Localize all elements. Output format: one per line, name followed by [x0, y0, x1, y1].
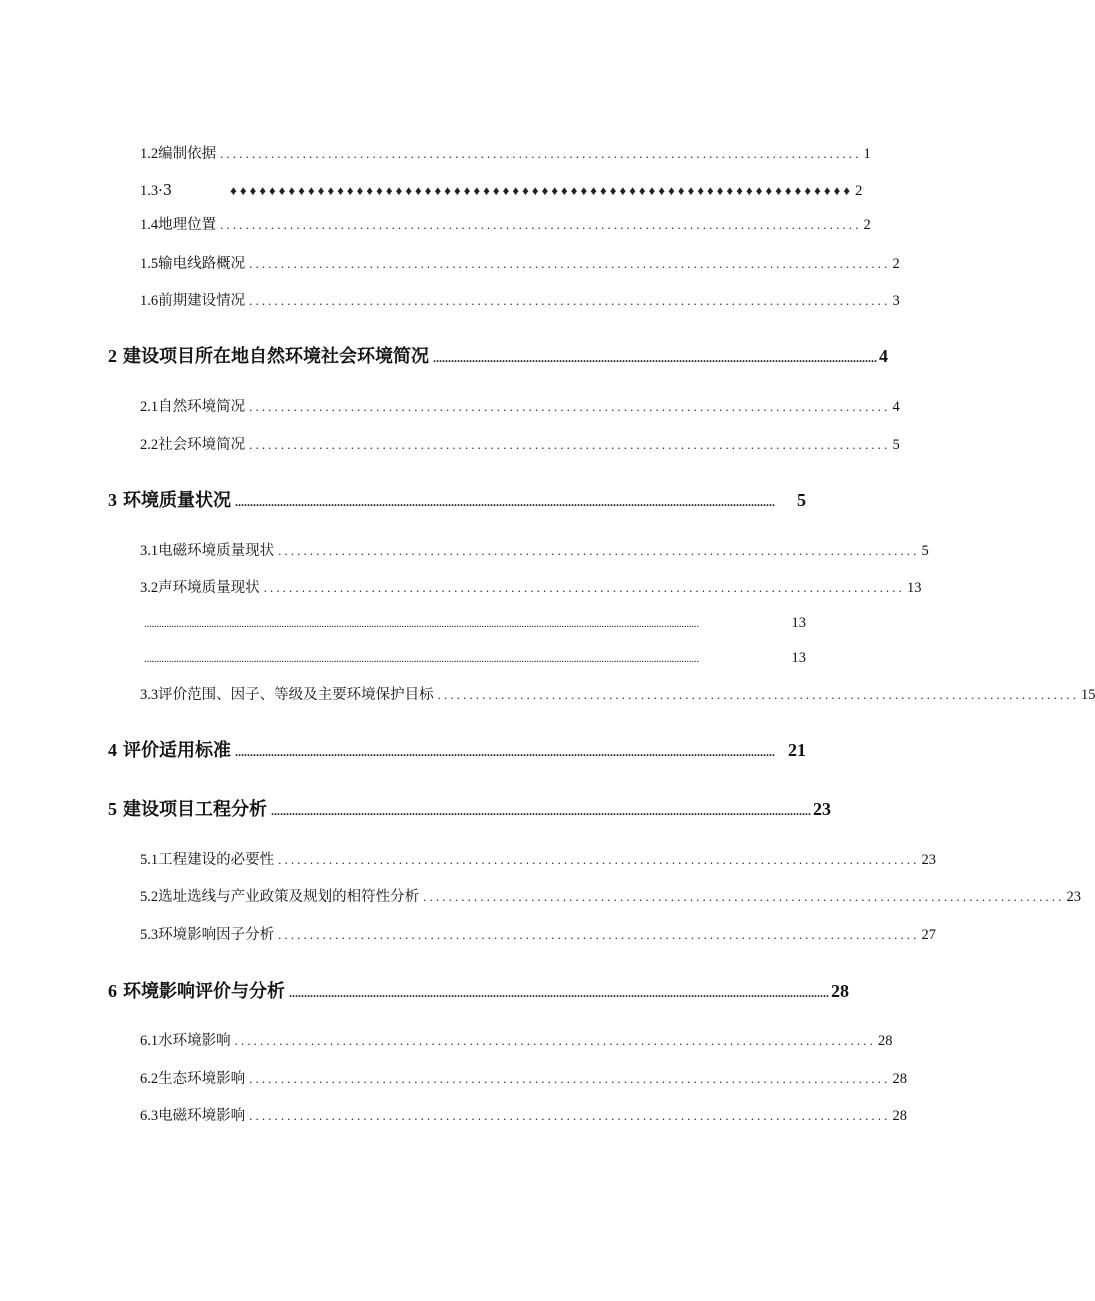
- toc-entry[interactable]: [140, 1068, 907, 1090]
- toc-entry-page: 5: [921, 543, 929, 559]
- toc-entry-title: 生态环境影响: [158, 1071, 246, 1087]
- toc-entry[interactable]: [140, 434, 900, 456]
- dot-leader: .....................................................................................................: [249, 437, 891, 452]
- toc-entry-page: 4: [892, 399, 900, 415]
- toc-entry-untitled[interactable]: [142, 612, 806, 634]
- toc-chapter-number: 5: [108, 799, 117, 819]
- toc-chapter-number: 2: [108, 346, 117, 366]
- toc-entry-title: 自然环境简况: [158, 399, 246, 415]
- toc-entry-title: 环境影响因子分析: [158, 927, 275, 943]
- dot-leader: .....................................................................................................: [249, 256, 891, 271]
- toc-entry-number: 1.3: [140, 183, 159, 199]
- toc-entry-number: 3.3: [140, 687, 159, 703]
- toc-entry[interactable]: [140, 253, 900, 275]
- toc-entry[interactable]: [140, 684, 1095, 706]
- toc-entry-number: 6.3: [140, 1108, 159, 1124]
- toc-entry-page: 2: [863, 217, 871, 233]
- toc-entry-page: 13: [791, 650, 806, 666]
- dot-leader: ....................................................................................................................................................................................: [235, 745, 775, 759]
- toc-chapter-number: 6: [108, 981, 117, 1001]
- toc-entry[interactable]: [140, 290, 900, 312]
- toc-chapter-page: 23: [813, 799, 831, 819]
- toc-chapter[interactable]: [108, 796, 831, 822]
- toc-entry-title: 社会环境简况: [158, 437, 246, 453]
- toc-entry-title: 选址选线与产业政策及规划的相符性分析: [158, 889, 420, 905]
- toc-entry-title: 地理位置: [158, 217, 217, 233]
- dot-leader: ....................................................................................................................................................................................: [289, 986, 829, 1000]
- dot-leader: .....................................................................................................: [249, 1071, 891, 1086]
- toc-entry-page: 3: [892, 293, 900, 309]
- toc-entry-page: 28: [892, 1071, 907, 1087]
- toc-chapter-title: 建设项目工程分析: [123, 799, 267, 820]
- toc-entry-title: 编制依据: [158, 146, 217, 162]
- dot-leader: ....................................................................................................................................................................................: [271, 804, 811, 818]
- toc-chapter[interactable]: [108, 737, 806, 763]
- dot-leader: .....................................................................................................: [249, 1108, 891, 1123]
- dot-leader: ....................................................................................................................................................: [433, 351, 877, 365]
- toc-entry-page: 13: [906, 580, 922, 596]
- dot-leader: .....................................................................................................: [423, 889, 1065, 904]
- dot-leader: .....................................................................................................: [234, 1033, 876, 1048]
- toc-entry[interactable]: [140, 849, 936, 871]
- toc-entry[interactable]: [140, 886, 1081, 908]
- toc-entry-number: 1.6: [140, 293, 159, 309]
- toc-entry-title: 电磁环境质量现状: [158, 543, 275, 559]
- toc-entry-number: 5.1: [140, 852, 159, 868]
- dot-leader: .....................................................................................................: [278, 927, 920, 942]
- toc-entry[interactable]: [140, 924, 936, 946]
- toc-chapter-page: 21: [788, 740, 806, 760]
- toc-entry-title: ·3: [158, 183, 172, 199]
- dot-leader: .....................................................................................................: [437, 687, 1079, 702]
- toc-entry-page: 5: [892, 437, 900, 453]
- toc-chapter[interactable]: [108, 487, 806, 513]
- toc-entry-page: 2: [855, 183, 863, 199]
- dot-leader: .....................................................................................................: [278, 852, 920, 867]
- toc-entry-number: 1.4: [140, 217, 159, 233]
- toc-entry-page: 23: [921, 852, 936, 868]
- toc-entry-title: 水环境影响: [158, 1033, 231, 1049]
- dot-leader: ..............................................................................................................................................................................................................................: [144, 654, 699, 665]
- toc-entry-number: 1.2: [140, 146, 159, 162]
- toc-entry[interactable]: [140, 577, 922, 599]
- dot-leader: ..............................................................................................................................................................................................................................: [144, 619, 699, 630]
- dot-leader: .....................................................................................................: [263, 580, 905, 595]
- toc-entry-page: 28: [892, 1108, 907, 1124]
- toc-entry[interactable]: [140, 143, 871, 165]
- dot-leader: .....................................................................................................: [249, 293, 891, 308]
- toc-entry-title: 评价范围、因子、等级及主要环境保护目标: [158, 687, 434, 703]
- dot-leader: .....................................................................................................: [220, 217, 862, 232]
- toc-chapter-page: 28: [831, 981, 849, 1001]
- toc-entry-page: 27: [921, 927, 936, 943]
- dot-leader: ....................................................................................................................................................................................: [235, 495, 775, 509]
- toc-entry-page: 15: [1080, 687, 1095, 703]
- dot-leader: .....................................................................................................: [249, 399, 891, 414]
- toc-entry-number: 6.2: [140, 1071, 159, 1087]
- toc-chapter-number: 3: [108, 490, 117, 510]
- toc-entry-number: 2.1: [140, 399, 159, 415]
- toc-chapter-number: 4: [108, 740, 117, 760]
- toc-entry-untitled[interactable]: [142, 647, 806, 669]
- toc-entry-page: 1: [863, 146, 871, 162]
- toc-chapter-page: 4: [879, 346, 888, 366]
- toc-chapter-title: 环境影响评价与分析: [123, 981, 285, 1002]
- toc-entry-number: 3.2: [140, 580, 159, 596]
- toc-entry[interactable]: [140, 180, 863, 202]
- toc-entry-title: 电磁环境影响: [158, 1108, 246, 1124]
- toc-chapter[interactable]: [108, 343, 888, 369]
- toc-chapter-title: 建设项目所在地自然环境社会环境简况: [123, 346, 429, 367]
- diamond-leader: ♦♦♦♦♦♦♦♦♦♦♦♦♦♦♦♦♦♦♦♦♦♦♦♦♦♦♦♦♦♦♦♦♦♦♦♦♦♦♦♦♦♦♦♦♦♦♦♦♦♦♦♦♦♦♦♦♦♦♦♦♦♦♦♦: [230, 183, 854, 198]
- toc-entry[interactable]: [140, 396, 900, 418]
- toc-entry-number: 1.5: [140, 256, 159, 272]
- toc-entry-title: 前期建设情况: [158, 293, 246, 309]
- toc-entry[interactable]: [140, 540, 929, 562]
- toc-entry-number: 3.1: [140, 543, 159, 559]
- toc-entry-title: 声环境质量现状: [158, 580, 260, 596]
- toc-chapter-title: 环境质量状况: [123, 490, 231, 511]
- toc-entry[interactable]: [140, 1030, 893, 1052]
- toc-entry[interactable]: [140, 1105, 907, 1127]
- toc-entry-title: 工程建设的必要性: [158, 852, 275, 868]
- toc-entry-number: 5.2: [140, 889, 159, 905]
- toc-entry-page: 28: [877, 1033, 893, 1049]
- dot-leader: .....................................................................................................: [278, 543, 920, 558]
- toc-entry-page: 23: [1066, 889, 1081, 905]
- toc-entry-number: 2.2: [140, 437, 159, 453]
- toc-chapter[interactable]: [108, 978, 849, 1004]
- toc-entry-number: 5.3: [140, 927, 159, 943]
- toc-entry-page: 13: [791, 615, 806, 631]
- toc-chapter-page: 5: [797, 490, 806, 510]
- toc-entry-page: 2: [892, 256, 900, 272]
- toc-entry[interactable]: [140, 214, 871, 236]
- toc-chapter-title: 评价适用标准: [123, 740, 231, 761]
- dot-leader: .....................................................................................................: [220, 146, 862, 161]
- toc-entry-title: 输电线路概况: [158, 256, 246, 272]
- toc-entry-number: 6.1: [140, 1033, 159, 1049]
